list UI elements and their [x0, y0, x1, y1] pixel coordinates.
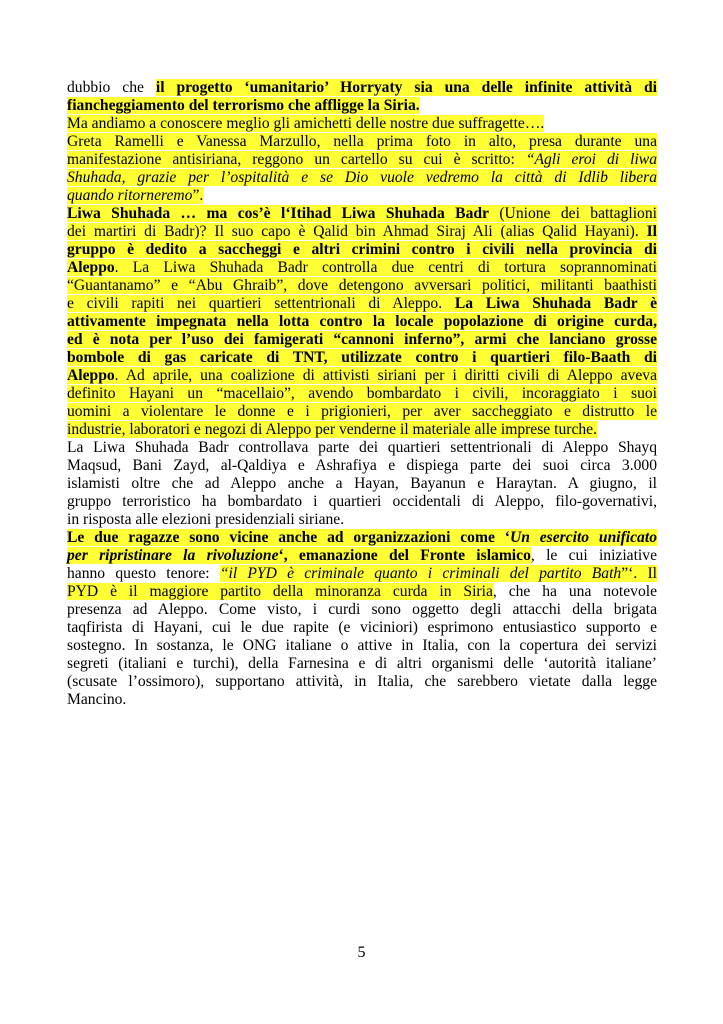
- highlighted-text: Le due ragazze sono vicine anche ad organizzazioni come ‘: [67, 529, 510, 546]
- highlighted-text: e civili rapiti nei quartieri settentrionali di Aleppo.: [67, 295, 455, 312]
- text-line: [67, 313, 657, 331]
- text-segment: La Liwa Shuhada Badr controllava parte dei quartieri settentrionali di Aleppo Shayq: [67, 439, 657, 456]
- text-line: [67, 637, 657, 655]
- highlighted-text: gruppo è dedito a saccheggi e altri crimini contro i civili nella provincia di: [67, 241, 657, 258]
- text-segment: dubbio che: [67, 79, 156, 96]
- text-line: [67, 601, 657, 619]
- highlighted-text: Il: [646, 223, 657, 240]
- highlighted-text: La Liwa Shuhada Badr è: [454, 295, 657, 312]
- highlighted-text: ed è nota per l’uso dei famigerati “cannoni inferno”, armi che lanciano grosse: [67, 331, 657, 348]
- highlighted-text: ”.: [192, 187, 204, 204]
- highlighted-text: . Ad aprile, una coalizione di attivisti siriani per i diritti civili di Aleppo aveva: [114, 367, 657, 384]
- highlighted-text: bombole di gas caricate di TNT, utilizzate contro i quartieri filo-Baath di: [67, 349, 657, 366]
- text-segment: hanno questo tenore:: [67, 565, 220, 582]
- highlighted-text: Aleppo: [67, 259, 115, 276]
- highlighted-text: (Unione dei battaglioni: [488, 205, 657, 222]
- text-line: [67, 349, 657, 367]
- highlighted-text: Greta Ramelli e Vanessa Marzullo, nella prima foto in alto, presa durante una: [67, 133, 657, 150]
- text-line: [67, 439, 657, 457]
- text-line: [67, 655, 657, 673]
- text-segment: in risposta alle elezioni presidenziali siriane.: [67, 511, 345, 528]
- highlighted-text: manifestazione antisiriana, reggono un cartello su cui è scritto:: [67, 151, 526, 168]
- highlighted-text: uomini a violentare le donne e i prigionieri, per aver saccheggiato e distrutto le: [67, 403, 657, 420]
- highlighted-text: “il PYD è criminale quanto i criminali del partito Bath: [219, 565, 622, 582]
- text-line: [67, 259, 657, 277]
- text-line: [67, 673, 657, 691]
- text-segment: gruppo terroristico ha bombardato i quartieri occidentali di Aleppo, filo-governativi,: [67, 493, 657, 510]
- text-line: [67, 421, 657, 439]
- highlighted-text: “Guantanamo” e “Abu Ghraib”, dove detengono avversari politici, militanti baathisti: [67, 277, 657, 294]
- text-line: [67, 493, 657, 511]
- highlighted-text: Aleppo: [67, 367, 115, 384]
- text-line: [67, 583, 657, 601]
- text-line: [67, 547, 657, 565]
- highlighted-text: dei martiri di Badr)? Il suo capo è Qalid bin Ahmad Siraj Ali (alias Qalid Hayani).: [67, 223, 647, 240]
- highlighted-text: Un esercito unificato: [509, 529, 657, 546]
- text-segment: Mancino.: [67, 691, 127, 708]
- highlighted-text: Ma andiamo a conoscere meglio gli amichetti delle nostre due suffragette….: [67, 115, 545, 132]
- highlighted-text: “Agli eroi di liwa: [525, 151, 657, 168]
- text-segment: Maqsud, Bani Zayd, al-Qaldiya e Ashrafiya e dispiega parte dei suoi circa 3.000: [67, 457, 657, 474]
- highlighted-text: ”‘. Il: [621, 565, 657, 582]
- highlighted-text: industrie, laboratori e negozi di Aleppo per venderne il materiale alle imprese turche.: [67, 421, 597, 438]
- text-line: [67, 115, 657, 133]
- text-segment: taqfirista di Hayani, cui le due rapite (e viciniori) esprimono entusiastico supporto e: [67, 619, 657, 636]
- highlighted-text: ‘, emanazione del Fronte islamico: [278, 547, 531, 564]
- text-line: [67, 475, 657, 493]
- text-line: [67, 187, 657, 205]
- highlighted-text: per ripristinare la rivoluzione: [67, 547, 279, 564]
- text-line: [67, 223, 657, 241]
- text-line: [67, 331, 657, 349]
- highlighted-text: Shuhada, grazie per l’ospitalità e se Dio vuole vedremo la città di Idlib libera: [67, 169, 657, 186]
- text-line: [67, 457, 657, 475]
- text-line: [67, 367, 657, 385]
- text-line: [67, 133, 657, 151]
- text-segment: segreti (italiani e turchi), della Farnesina e di altri organismi delle ‘autorità italiane’: [67, 655, 657, 672]
- text-segment: sostegno. In sostanza, le ONG italiane o attive in Italia, con la copertura dei servizi: [67, 637, 657, 654]
- text-line: [67, 385, 657, 403]
- text-segment: presenza ad Aleppo. Come visto, i curdi sono oggetto degli attacchi della brigata: [67, 601, 657, 618]
- text-line: [67, 169, 657, 187]
- text-line: [67, 403, 657, 421]
- text-line: [67, 97, 657, 115]
- text-line: [67, 691, 657, 709]
- highlighted-text: il progetto ‘umanitario’ Horryaty sia una delle infinite attività di: [155, 79, 657, 96]
- text-line: [67, 565, 657, 583]
- text-segment: , le cui iniziative: [530, 547, 657, 564]
- text-line: [67, 295, 657, 313]
- text-line: [67, 79, 657, 97]
- highlighted-text: Liwa Shuhada … ma cos’è l‘Itihad Liwa Shuhada Badr: [67, 205, 489, 222]
- highlighted-text: definito Hayani un “macellaio”, avendo bombardato i civili, incoraggiato i suoi: [67, 385, 657, 402]
- text-segment: (scusate l’ossimoro), supportano attività, in Italia, che sarebbero vietate dalla legge: [67, 673, 657, 690]
- text-line: [67, 511, 657, 529]
- highlighted-text: . La Liwa Shuhada Badr controlla due centri di tortura soprannominati: [114, 259, 657, 276]
- text-line: [67, 529, 657, 547]
- highlighted-text: fiancheggiamento del terrorismo che affligge la Siria.: [67, 97, 420, 114]
- highlighted-text: quando ritorneremo: [67, 187, 193, 204]
- text-line: [67, 241, 657, 259]
- highlighted-text: attivamente impegnata nella lotta contro la locale popolazione di origine curda,: [67, 313, 657, 330]
- text-segment: , che ha una notevole: [492, 583, 657, 600]
- text-line: [67, 205, 657, 223]
- text-segment: islamisti oltre che ad Aleppo anche a Hayan, Bayanun e Haraytan. A giugno, il: [67, 475, 657, 492]
- text-line: [67, 619, 657, 637]
- page-number: 5: [357, 944, 366, 961]
- text-line: [67, 151, 657, 169]
- highlighted-text: PYD è il maggiore partito della minoranza curda in Siria: [67, 583, 493, 600]
- text-line: [67, 277, 657, 295]
